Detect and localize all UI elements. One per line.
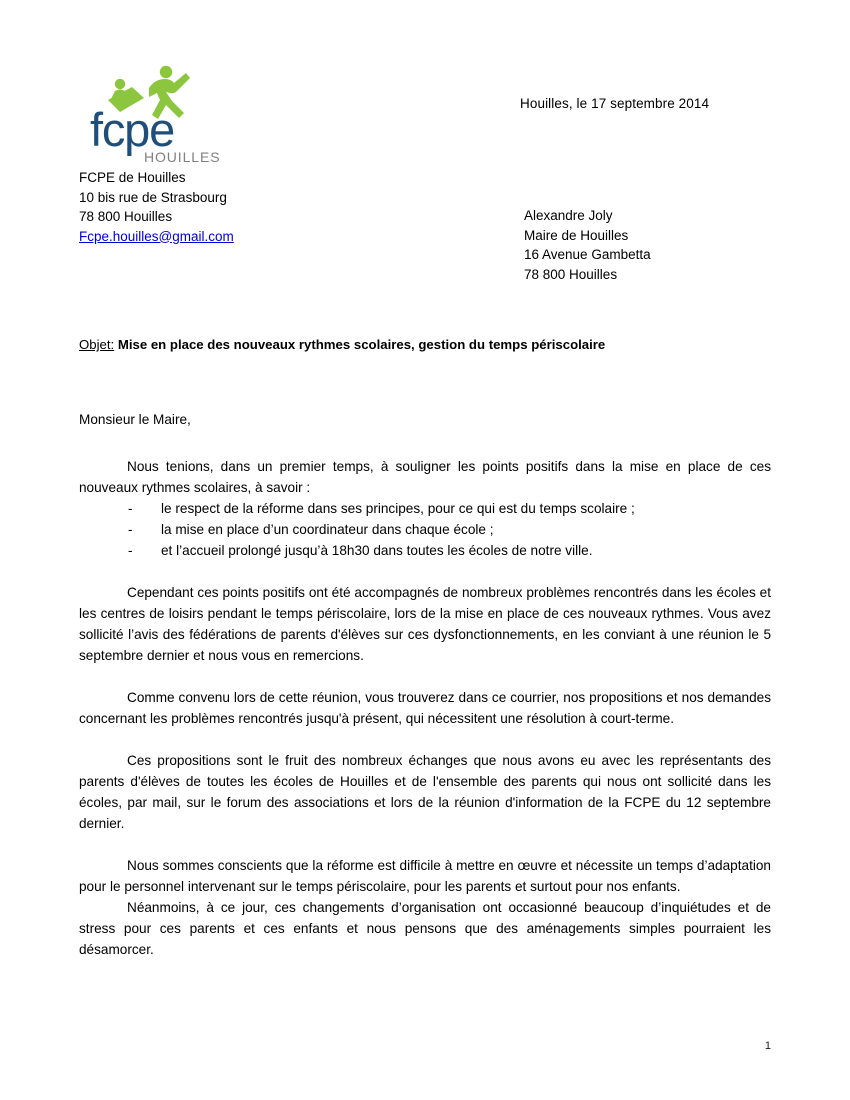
list-item: - la mise en place d’un coordinateur dans chaque école ;	[128, 519, 771, 540]
letter-body	[79, 409, 771, 981]
positive-points-list	[79, 498, 771, 561]
date-line: Houilles, le 17 septembre 2014	[520, 96, 710, 111]
page-number: 1	[764, 1040, 771, 1052]
paragraph-2: Cependant ces points positifs ont été accompagnés de nombreux problèmes rencontrés dans les écoles et les centres de loisirs pendant le temps périscolaire, lors de la mise en place de ces nouveaux rythmes. Vous avez sollicité l’avis des fédérations de parents d'élèves sur ces dysfonctionnements, en les conviant à une réunion le 5 septembre dernier et nous vous en remercions.	[79, 585, 771, 663]
paragraph-4: Ces propositions sont le fruit des nombreux échanges que nous avons eu avec les représentants des parents d'élèves de toutes les écoles de Houilles et de l'ensemble des parents qui nous ont sollicité dans les écoles, par mail, sur le forum des associations et lors de la réunion d'information de la FCPE du 12 septembre dernier.	[79, 753, 771, 831]
sender-name: FCPE de Houilles	[79, 170, 186, 185]
logo-subtitle: HOUILLES	[144, 149, 221, 165]
subject-text: Mise en place des nouveaux rythmes scolaires, gestion du temps périscolaire	[117, 337, 606, 352]
logo-wordmark: fcpe	[90, 103, 175, 156]
recipient-street: 16 Avenue Gambetta	[524, 247, 651, 262]
recipient-name: Alexandre Joly	[524, 208, 613, 223]
subject-line	[79, 335, 605, 354]
sender-street: 10 bis rue de Strasbourg	[79, 189, 227, 205]
paragraph-6: Néanmoins, à ce jour, ces changements d’organisation ont occasionné beaucoup d’inquiétudes et de stress pour ces parents et ces enfants et nous pensons que des aménagements simples pourraient les désamorcer.	[79, 900, 771, 957]
subject-label: Objet:	[79, 337, 115, 352]
list-item: - le respect de la réforme dans ses principes, pour ce qui est du temps scolaire ;	[128, 498, 771, 519]
recipient-city: 78 800 Houilles	[524, 266, 618, 282]
paragraph-5: Nous sommes conscients que la réforme est difficile à mettre en œuvre et nécessite un temps d’adaptation pour le personnel intervenant sur le temps périscolaire, pour les parents et surtout pour nos enfants.	[79, 858, 771, 894]
sender-city: 78 800 Houilles	[79, 209, 173, 224]
fcpe-logo	[86, 60, 226, 165]
recipient-address-block	[524, 206, 651, 284]
list-item: - et l’accueil prolongé jusqu’à 18h30 dans toutes les écoles de notre ville.	[128, 540, 771, 561]
salutation: Monsieur le Maire,	[79, 412, 191, 427]
fcpe-logo-svg	[86, 60, 226, 165]
paragraph-3: Comme convenu lors de cette réunion, vous trouverez dans ce courrier, nos propositions et nos demandes concernant les problèmes rencontrés jusqu'à présent, qui nécessitent une résolution à court-terme.	[79, 690, 771, 726]
paragraph-1: Nous tenions, dans un premier temps, à souligner les points positifs dans la mise en place de ces nouveaux rythmes scolaires, à savoir :	[79, 459, 771, 495]
sender-email-link[interactable]: Fcpe.houilles@gmail.com	[79, 228, 234, 244]
recipient-title: Maire de Houilles	[524, 227, 629, 243]
sender-address-block	[79, 168, 234, 246]
